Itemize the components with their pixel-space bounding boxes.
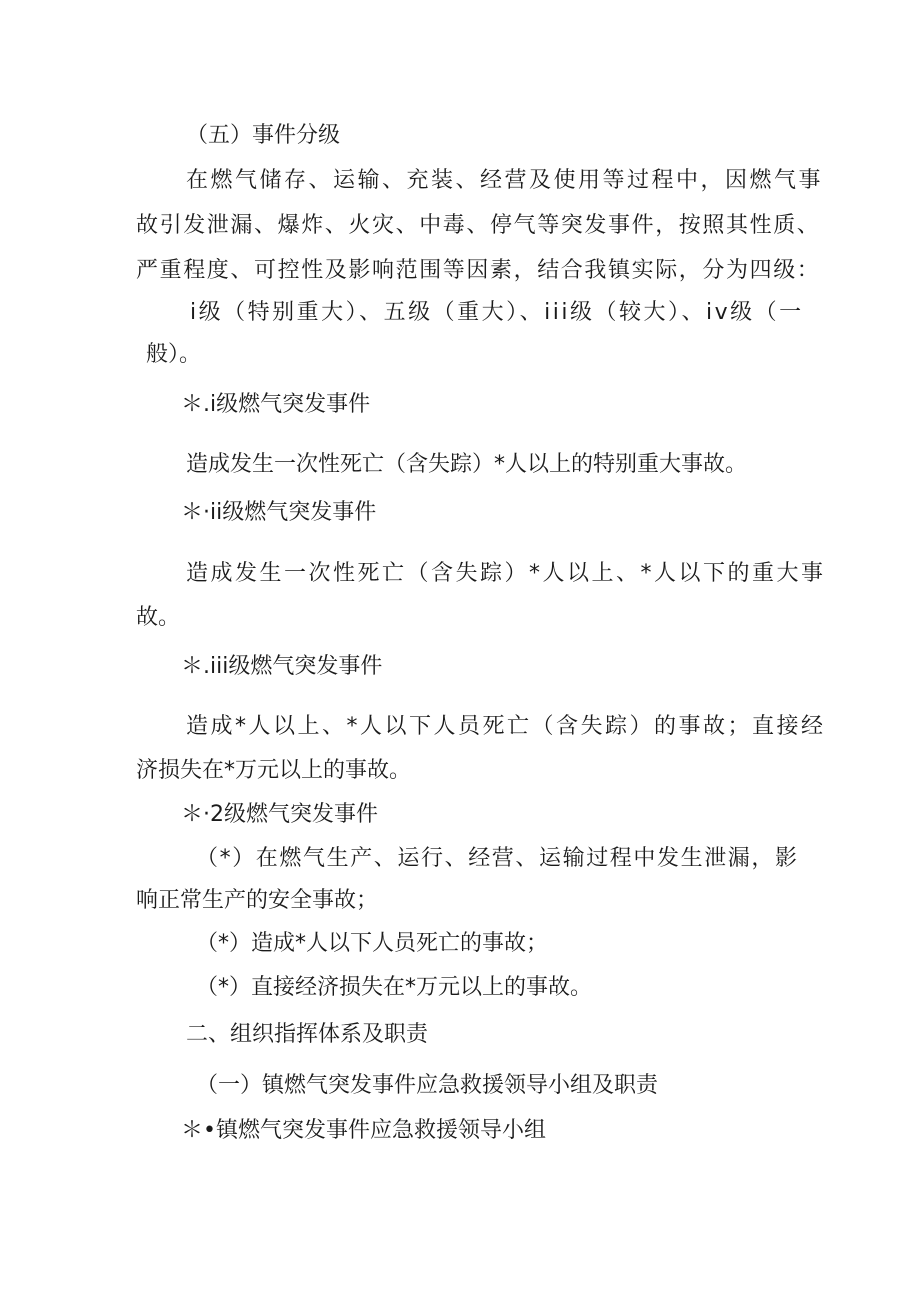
subheading-leading-group: ＊•镇燃气突发事件应急救援领导小组: [181, 1118, 546, 1143]
section-heading-event-classification: （五）事件分级: [186, 123, 341, 148]
subsection-heading-leading-group: （一）镇燃气突发事件应急救援领导小组及职责: [196, 1073, 659, 1098]
paragraph-line: 济损失在*万元以上的事故。: [136, 758, 412, 783]
paragraph-line: 严重程度、可控性及影响范围等因素，结合我镇实际，分为四级：: [136, 258, 821, 283]
subheading-level-ii: ＊·ii级燃气突发事件: [181, 500, 377, 525]
section-heading-command-system: 二、组织指挥体系及职责: [186, 1022, 429, 1047]
paragraph-line: 故。: [136, 605, 181, 630]
subheading-level-2: ＊·2级燃气突发事件: [181, 802, 378, 827]
paragraph-line: 造成发生一次性死亡（含失踪）*人以上、*人以下的重大事: [186, 561, 826, 586]
paragraph-line: i级（特别重大）、五级（重大）、iii级（较大）、iv级（一: [190, 300, 804, 325]
paragraph-line: 般）。: [146, 342, 202, 367]
paragraph-line: 造成发生一次性死亡（含失踪）*人以上的特别重大事故。: [186, 452, 748, 477]
paragraph-line: 在燃气储存、运输、充装、经营及使用等过程中，因燃气事: [186, 168, 824, 193]
subheading-level-iii: ＊.iii级燃气突发事件: [181, 654, 383, 679]
paragraph-line: （*）在燃气生产、运行、经营、运输过程中发生泄漏，影: [196, 846, 799, 871]
subheading-level-i: ＊.i级燃气突发事件: [181, 392, 371, 417]
paragraph-line: 响正常生产的安全事故；: [136, 888, 379, 913]
paragraph-line: 造成*人以上、*人以下人员死亡（含失踪）的事故；直接经: [186, 714, 826, 739]
paragraph-line: （*）造成*人以下人员死亡的事故；: [196, 931, 549, 956]
paragraph-line: （*）直接经济损失在*万元以上的事故。: [196, 975, 593, 1000]
paragraph-line: 故引发泄漏、爆炸、火灾、中毒、停气等突发事件，按照其性质、: [136, 213, 821, 238]
